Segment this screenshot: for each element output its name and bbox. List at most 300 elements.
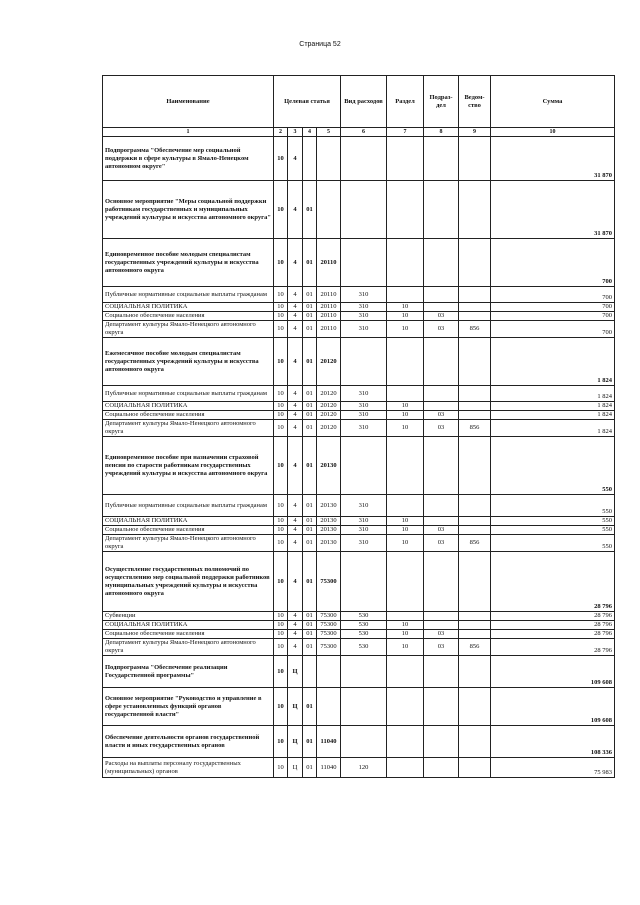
section-code [387,181,424,239]
subsection-code [424,239,459,287]
department-code [459,612,491,621]
target-code-1: 10 [274,630,288,639]
target-code-3: 01 [303,517,317,526]
section-code: 10 [387,303,424,312]
expense-type [341,656,387,688]
target-code-3: 01 [303,688,317,726]
department-code [459,437,491,495]
target-code-1: 10 [274,656,288,688]
expense-type: 310 [341,303,387,312]
section-code [387,287,424,303]
column-number-row [103,128,615,137]
department-code [459,137,491,181]
target-code-2: 4 [288,321,303,338]
subsection-code: 03 [424,639,459,656]
target-code-3: 01 [303,287,317,303]
row-name: СОЦИАЛЬНАЯ ПОЛИТИКА [103,303,274,312]
subsection-code [424,137,459,181]
table-row [103,726,615,758]
page-number: Страница 52 [299,41,341,48]
department-code [459,239,491,287]
subsection-code: 03 [424,420,459,437]
expense-type: 310 [341,402,387,411]
target-code-3: 01 [303,552,317,612]
department-code [459,726,491,758]
target-code-4: 20110 [317,312,341,321]
expense-type: 530 [341,630,387,639]
table-row [103,552,615,612]
target-code-4: 75300 [317,630,341,639]
sum-value: 1 824 [491,386,615,402]
target-code-2: Ц [288,656,303,688]
target-code-1: 10 [274,517,288,526]
table-row [103,621,615,630]
target-code-1: 10 [274,535,288,552]
table-row [103,411,615,420]
target-code-4: 75300 [317,639,341,656]
target-code-1: 10 [274,287,288,303]
sum-value: 700 [491,312,615,321]
row-name: Основное мероприятие "Меры социальной поддержки работникам государственных и муниципальных учреждений культуры и искусства автономного округа" [103,181,274,239]
target-code-4: 20110 [317,239,341,287]
row-name: Подпрограмма "Обеспечение реализации Государственной программы" [103,656,274,688]
department-code [459,758,491,778]
target-code-1: 10 [274,552,288,612]
target-code-1: 10 [274,758,288,778]
sum-value: 1 824 [491,420,615,437]
expense-type: 310 [341,312,387,321]
target-code-1: 10 [274,526,288,535]
section-code [387,239,424,287]
section-code: 10 [387,526,424,535]
column-number: 3 [288,128,303,137]
target-code-1: 10 [274,639,288,656]
department-code [459,181,491,239]
department-code [459,303,491,312]
column-number: 5 [317,128,341,137]
header-row [103,76,615,128]
target-code-2: Ц [288,726,303,758]
target-code-4: 75300 [317,621,341,630]
target-code-2: 4 [288,495,303,517]
header-vedomstvo: Ведом-ство [459,76,491,128]
subsection-code [424,758,459,778]
table-row [103,338,615,386]
target-code-3: 01 [303,303,317,312]
row-name: Социальное обеспечение населения [103,411,274,420]
table-row [103,639,615,656]
sum-value: 700 [491,287,615,303]
target-code-1: 10 [274,312,288,321]
target-code-3: 01 [303,420,317,437]
target-code-3: 01 [303,612,317,621]
target-code-2: 4 [288,303,303,312]
table-row [103,287,615,303]
sum-value: 700 [491,321,615,338]
sum-value: 1 824 [491,411,615,420]
subsection-code [424,287,459,303]
target-code-1: 10 [274,239,288,287]
row-name: СОЦИАЛЬНАЯ ПОЛИТИКА [103,621,274,630]
target-code-3: 01 [303,495,317,517]
section-code: 10 [387,411,424,420]
subsection-code [424,621,459,630]
section-code [387,386,424,402]
target-code-4: 75300 [317,552,341,612]
row-name: Департамент культуры Ямало-Ненецкого автономного округа [103,321,274,338]
sum-value: 700 [491,303,615,312]
table-row [103,526,615,535]
section-code: 10 [387,535,424,552]
subsection-code: 03 [424,411,459,420]
department-code [459,287,491,303]
table-row [103,402,615,411]
row-name: Департамент культуры Ямало-Ненецкого автономного округа [103,420,274,437]
target-code-1: 10 [274,726,288,758]
target-code-3: 01 [303,758,317,778]
sum-value: 28 796 [491,552,615,612]
target-code-3: 01 [303,321,317,338]
target-code-3: 01 [303,639,317,656]
department-code: 856 [459,420,491,437]
target-code-4: 20120 [317,411,341,420]
subsection-code [424,402,459,411]
column-number: 7 [387,128,424,137]
budget-table [102,75,615,778]
section-code: 10 [387,402,424,411]
target-code-3: 01 [303,535,317,552]
column-number: 9 [459,128,491,137]
expense-type: 310 [341,287,387,303]
target-code-3: 01 [303,726,317,758]
target-code-2: 4 [288,552,303,612]
sum-value: 28 796 [491,612,615,621]
target-code-3: 01 [303,437,317,495]
target-code-2: 4 [288,437,303,495]
table-row [103,420,615,437]
expense-type: 310 [341,386,387,402]
target-code-1: 10 [274,621,288,630]
target-code-4 [317,181,341,239]
expense-type: 310 [341,495,387,517]
expense-type: 530 [341,612,387,621]
target-code-2: 4 [288,639,303,656]
target-code-1: 10 [274,688,288,726]
target-code-2: 4 [288,411,303,420]
sum-value: 550 [491,517,615,526]
section-code: 10 [387,639,424,656]
row-name: Подпрограмма "Обеспечение мер социальной поддержки в сфере культуры в Ямало-Ненецком автономном округе" [103,137,274,181]
target-code-2: 4 [288,239,303,287]
expense-type: 310 [341,411,387,420]
department-code [459,402,491,411]
column-number: 8 [424,128,459,137]
sum-value: 550 [491,535,615,552]
expense-type [341,137,387,181]
sum-value: 550 [491,437,615,495]
target-code-3: 01 [303,386,317,402]
section-code [387,656,424,688]
target-code-2: 4 [288,517,303,526]
row-name: Публичные нормативные социальные выплаты гражданам [103,495,274,517]
row-name: Обеспечение деятельности органов государственной власти и иных государственных органов [103,726,274,758]
target-code-3: 01 [303,312,317,321]
table-row [103,386,615,402]
target-code-2: 4 [288,621,303,630]
header-vid: Вид расходов [341,76,387,128]
target-code-3: 01 [303,630,317,639]
subsection-code: 03 [424,630,459,639]
section-code: 10 [387,321,424,338]
target-code-2: 4 [288,312,303,321]
section-code [387,137,424,181]
target-code-2: 4 [288,287,303,303]
table-row [103,239,615,287]
department-code: 856 [459,535,491,552]
target-code-3 [303,656,317,688]
table-row [103,630,615,639]
table-body [103,137,615,778]
section-code [387,495,424,517]
target-code-1: 10 [274,181,288,239]
subsection-code [424,552,459,612]
department-code [459,526,491,535]
target-code-2: 4 [288,630,303,639]
row-name: Социальное обеспечение населения [103,312,274,321]
subsection-code: 03 [424,535,459,552]
sum-value: 28 796 [491,639,615,656]
expense-type [341,688,387,726]
sum-value: 700 [491,239,615,287]
sum-value: 108 336 [491,726,615,758]
target-code-2: 4 [288,402,303,411]
column-number: 10 [491,128,615,137]
department-code [459,552,491,612]
target-code-2: 4 [288,420,303,437]
department-code [459,688,491,726]
subsection-code [424,338,459,386]
target-code-1: 10 [274,137,288,181]
section-code [387,437,424,495]
sum-value: 1 824 [491,338,615,386]
target-code-4: 20130 [317,437,341,495]
row-name: Единовременное пособие при назначении страховой пенсии по старости работникам государственных учреждений культуры и искусства автономного округа [103,437,274,495]
section-code [387,758,424,778]
target-code-3: 01 [303,411,317,420]
table-row [103,303,615,312]
target-code-4: 20110 [317,303,341,312]
table-row [103,758,615,778]
expense-type: 310 [341,526,387,535]
header-target: Целевая статья [274,76,341,128]
department-code [459,495,491,517]
row-name: Социальное обеспечение населения [103,526,274,535]
table-row [103,181,615,239]
department-code [459,621,491,630]
header-name: Наименование [103,76,274,128]
target-code-4: 75300 [317,612,341,621]
header-podrazdel: Подраз-дел [424,76,459,128]
target-code-4: 11040 [317,758,341,778]
department-code [459,656,491,688]
header-razdel: Раздел [387,76,424,128]
expense-type [341,181,387,239]
table-row [103,312,615,321]
target-code-4: 20120 [317,402,341,411]
expense-type: 310 [341,420,387,437]
row-name: Публичные нормативные социальные выплаты гражданам [103,386,274,402]
expense-type: 120 [341,758,387,778]
target-code-3: 01 [303,526,317,535]
target-code-1: 10 [274,411,288,420]
target-code-2: 4 [288,386,303,402]
row-name: Единовременное пособие молодым специалистам государственных учреждений культуры и искусства автономного округа [103,239,274,287]
table-row [103,321,615,338]
table-row [103,137,615,181]
target-code-2: 4 [288,612,303,621]
table-row [103,688,615,726]
target-code-3: 01 [303,402,317,411]
target-code-4 [317,688,341,726]
target-code-4: 20130 [317,535,341,552]
section-code: 10 [387,420,424,437]
target-code-4: 20120 [317,420,341,437]
subsection-code: 03 [424,321,459,338]
sum-value: 109 608 [491,656,615,688]
expense-type: 310 [341,517,387,526]
expense-type: 530 [341,621,387,630]
subsection-code: 03 [424,312,459,321]
section-code: 10 [387,630,424,639]
target-code-4: 11040 [317,726,341,758]
row-name: Департамент культуры Ямало-Ненецкого автономного округа [103,639,274,656]
table-row [103,612,615,621]
sum-value: 75 983 [491,758,615,778]
subsection-code [424,517,459,526]
department-code [459,312,491,321]
subsection-code [424,303,459,312]
section-code: 10 [387,312,424,321]
section-code: 10 [387,621,424,630]
subsection-code [424,688,459,726]
section-code [387,688,424,726]
section-code [387,612,424,621]
row-name: Расходы на выплаты персоналу государственных (муниципальных) органов [103,758,274,778]
sum-value: 31 870 [491,137,615,181]
target-code-4: 20110 [317,321,341,338]
target-code-4 [317,656,341,688]
row-name: Ежемесячное пособие молодым специалистам государственных учреждений культуры и искусства автономного округа [103,338,274,386]
department-code: 856 [459,639,491,656]
table-row [103,495,615,517]
target-code-1: 10 [274,321,288,338]
target-code-3: 01 [303,181,317,239]
subsection-code [424,612,459,621]
target-code-2: 4 [288,535,303,552]
target-code-1: 10 [274,303,288,312]
department-code [459,517,491,526]
expense-type [341,437,387,495]
department-code [459,386,491,402]
row-name: Основное мероприятие "Руководство и управление в сфере установленных функций органов государственной власти" [103,688,274,726]
section-code [387,552,424,612]
target-code-4: 20120 [317,338,341,386]
subsection-code [424,386,459,402]
row-name: Субвенции [103,612,274,621]
target-code-2: 4 [288,338,303,386]
target-code-3: 01 [303,338,317,386]
target-code-1: 10 [274,402,288,411]
subsection-code: 03 [424,526,459,535]
column-number: 1 [103,128,274,137]
section-code [387,726,424,758]
subsection-code [424,181,459,239]
target-code-3: 01 [303,239,317,287]
target-code-4: 20130 [317,495,341,517]
expense-type: 310 [341,321,387,338]
sum-value: 550 [491,526,615,535]
expense-type [341,726,387,758]
row-name: Социальное обеспечение населения [103,630,274,639]
sum-value: 28 796 [491,621,615,630]
expense-type: 310 [341,535,387,552]
target-code-4 [317,137,341,181]
subsection-code [424,437,459,495]
row-name: СОЦИАЛЬНАЯ ПОЛИТИКА [103,517,274,526]
column-number: 2 [274,128,288,137]
target-code-3 [303,137,317,181]
column-number: 6 [341,128,387,137]
target-code-3: 01 [303,621,317,630]
target-code-1: 10 [274,612,288,621]
expense-type [341,239,387,287]
expense-type: 530 [341,639,387,656]
expense-type [341,552,387,612]
department-code [459,411,491,420]
subsection-code [424,495,459,517]
sum-value: 109 608 [491,688,615,726]
expense-type [341,338,387,386]
table-row [103,535,615,552]
table-row [103,656,615,688]
target-code-4: 20130 [317,526,341,535]
subsection-code [424,656,459,688]
target-code-1: 10 [274,338,288,386]
row-name: Осуществление государственных полномочий по осуществлению мер социальной поддержки работников муниципальных учреждений культуры и искусства автономного округа [103,552,274,612]
target-code-4: 20110 [317,287,341,303]
sum-value: 31 870 [491,181,615,239]
target-code-1: 10 [274,386,288,402]
target-code-2: 4 [288,137,303,181]
row-name: Публичные нормативные социальные выплаты гражданам [103,287,274,303]
department-code [459,630,491,639]
target-code-1: 10 [274,437,288,495]
target-code-2: 4 [288,526,303,535]
section-code: 10 [387,517,424,526]
column-number: 4 [303,128,317,137]
target-code-2: Ц [288,688,303,726]
department-code: 856 [459,321,491,338]
sum-value: 550 [491,495,615,517]
department-code [459,338,491,386]
subsection-code [424,726,459,758]
sum-value: 1 824 [491,402,615,411]
row-name: Департамент культуры Ямало-Ненецкого автономного округа [103,535,274,552]
table-row [103,517,615,526]
table-row [103,437,615,495]
target-code-1: 10 [274,495,288,517]
target-code-2: Ц [288,758,303,778]
